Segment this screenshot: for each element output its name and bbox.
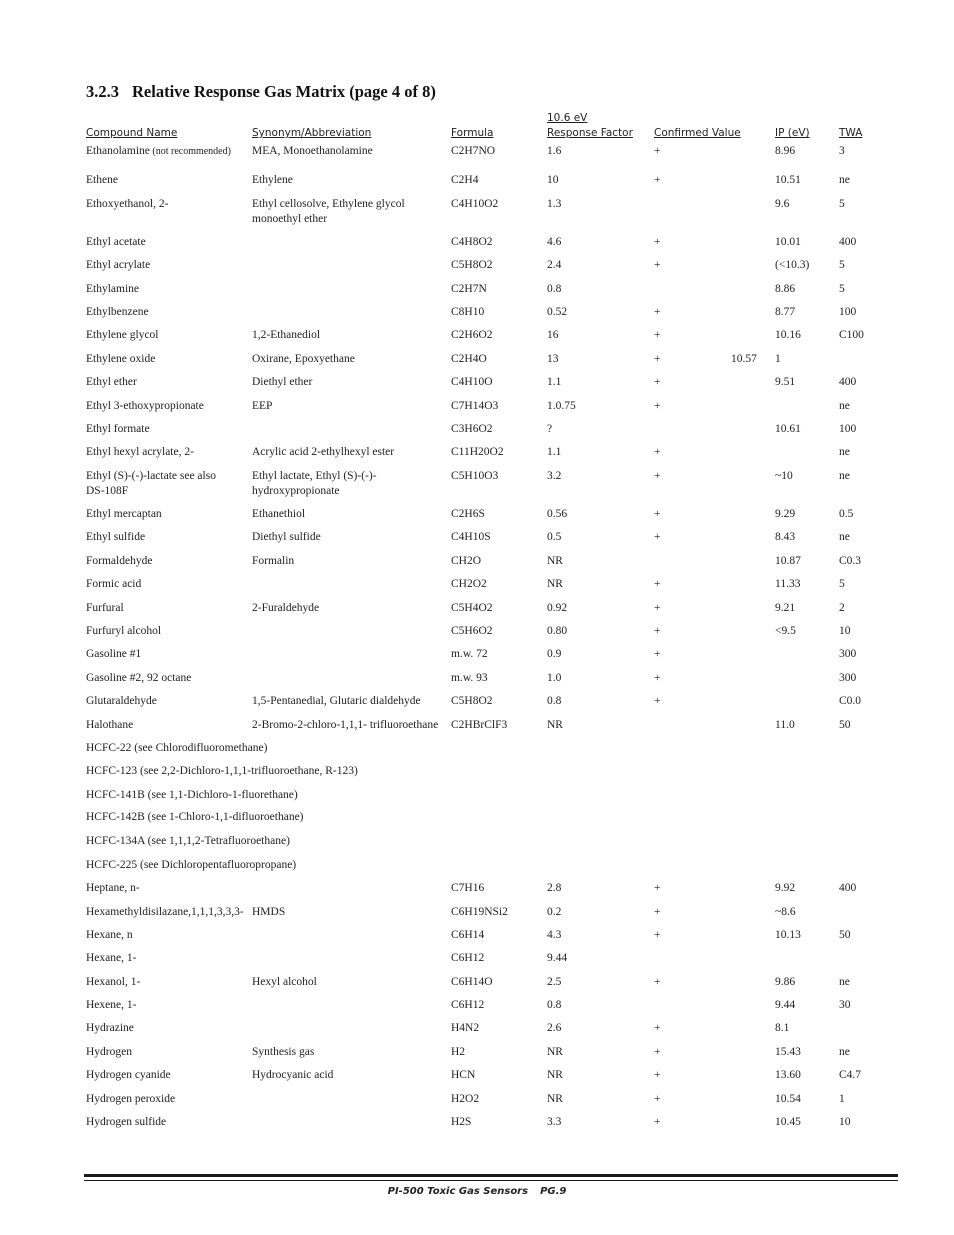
cell-formula: C2H6O2 <box>451 329 493 341</box>
cell-rf: 0.8 <box>547 999 562 1011</box>
cell-formula: C4H10O2 <box>451 198 499 210</box>
cell-twa: ne <box>839 400 850 412</box>
cell-formula: C6H12 <box>451 999 485 1011</box>
cell-compound: Ethylbenzene <box>86 306 149 318</box>
header-twa: TWA <box>839 127 863 139</box>
cell-compound: HCFC-142B (see 1-Chloro-1,1-difluoroethane) <box>86 811 304 823</box>
cell-synonym: Oxirane, Epoxyethane <box>252 353 355 365</box>
cell-ip: 8.86 <box>775 283 796 295</box>
cell-compound: Hydrogen sulfide <box>86 1116 167 1128</box>
header-confirmed-value: Confirmed Value <box>654 127 741 139</box>
cell-twa: 3 <box>839 145 845 157</box>
cell-twa: 5 <box>839 578 845 590</box>
cell-compound: Formaldehyde <box>86 555 153 567</box>
cell-formula: H4N2 <box>451 1022 480 1034</box>
cell-rf: NR <box>547 555 563 567</box>
cell-synonym: 1,2-Ethanediol <box>252 329 321 341</box>
cell-formula: C2H7NO <box>451 145 496 157</box>
cell-confirmed: + <box>654 602 661 614</box>
cell-synonym: EEP <box>252 400 273 412</box>
cell-compound: HCFC-123 (see 2,2-Dichloro-1,1,1-trifluoroethane, R-123) <box>86 765 358 777</box>
cell-formula: C6H12 <box>451 952 485 964</box>
cell-twa: 300 <box>839 648 857 660</box>
cell-synonym: Ethyl lactate, Ethyl (S)-(-)-hydroxypropionate <box>252 470 377 497</box>
cell-synonym: Formalin <box>252 555 295 567</box>
cell-ip: 10.45 <box>775 1116 801 1128</box>
cell-twa: 400 <box>839 376 857 388</box>
cell-confirmed: + <box>654 508 661 520</box>
cell-ip: 10.87 <box>775 555 801 567</box>
cell-ip: 8.1 <box>775 1022 790 1034</box>
cell-formula: C2H4O <box>451 353 487 365</box>
cell-synonym: Acrylic acid 2-ethylhexyl ester <box>252 446 395 458</box>
cell-rf: 0.52 <box>547 306 568 318</box>
cell-formula: C5H10O3 <box>451 470 499 482</box>
cell-compound: Halothane <box>86 719 134 731</box>
cell-synonym: Ethylene <box>252 174 293 186</box>
cell-twa: ne <box>839 446 850 458</box>
cell-compound: Ethyl 3-ethoxypropionate <box>86 400 204 412</box>
cell-compound: HCFC-141B (see 1,1-Dichloro-1-fluorethane) <box>86 789 298 801</box>
cell-ip: 11.33 <box>775 578 801 590</box>
cell-twa: 400 <box>839 236 857 248</box>
cell-synonym: HMDS <box>252 906 286 918</box>
cell-ip: 15.43 <box>775 1046 801 1058</box>
cell-ip: ~10 <box>775 470 793 482</box>
cell-rf: 0.8 <box>547 695 562 707</box>
cell-rf: 0.2 <box>547 906 562 918</box>
cell-rf: 1.0.75 <box>547 400 576 412</box>
cell-ip: 1 <box>775 353 781 365</box>
cell-rf: 0.56 <box>547 508 568 520</box>
cell-confirmed: + <box>654 376 661 388</box>
cell-twa: 50 <box>839 719 851 731</box>
cell-synonym: Diethyl ether <box>252 376 313 388</box>
cell-compound: Hydrazine <box>86 1022 134 1034</box>
cell-compound: Hexanol, 1- <box>86 976 141 988</box>
cell-compound: Heptane, n- <box>86 882 140 894</box>
cell-confirmed: + <box>654 648 661 660</box>
cell-formula: C7H16 <box>451 882 485 894</box>
cell-twa: 100 <box>839 423 857 435</box>
cell-rf: 1.3 <box>547 198 562 210</box>
cell-formula: CH2O2 <box>451 578 487 590</box>
cell-twa: ne <box>839 470 850 482</box>
cell-confirmed: + <box>654 882 661 894</box>
footer-rule-thin <box>84 1180 898 1181</box>
cell-formula: HCN <box>451 1069 476 1081</box>
cell-compound: Gasoline #2, 92 octane <box>86 672 192 684</box>
cell-ip: 9.29 <box>775 508 796 520</box>
cell-compound: Hydrogen cyanide <box>86 1069 171 1081</box>
header-synonym: Synonym/Abbreviation <box>252 127 372 139</box>
cell-ip: (<10.3) <box>775 259 810 271</box>
cell-rf: 4.3 <box>547 929 562 941</box>
cell-ip: 10.01 <box>775 236 801 248</box>
cell-compound: Glutaraldehyde <box>86 695 157 707</box>
header-ip: IP (eV) <box>775 127 810 139</box>
cell-compound: Ethyl sulfide <box>86 531 146 543</box>
cell-compound: Ethylene glycol <box>86 329 159 341</box>
cell-rf: 2.8 <box>547 882 562 894</box>
cell-ip: 9.21 <box>775 602 796 614</box>
cell-formula: C6H14 <box>451 929 485 941</box>
cell-compound: Gasoline #1 <box>86 648 142 660</box>
cell-formula: H2S <box>451 1116 472 1128</box>
cell-synonym: Ethanethiol <box>252 508 306 520</box>
cell-confirmed: + <box>654 446 661 458</box>
cell-rf: 3.3 <box>547 1116 562 1128</box>
cell-rf: 1.0 <box>547 672 562 684</box>
cell-rf: 16 <box>547 329 559 341</box>
cell-ip: 8.77 <box>775 306 796 318</box>
cell-rf: 2.4 <box>547 259 562 271</box>
section-title-text: Relative Response Gas Matrix (page 4 of 8) <box>132 82 436 101</box>
cell-compound: Ethyl acrylate <box>86 259 151 271</box>
cell-compound: Ethyl ether <box>86 376 137 388</box>
cell-compound: Hydrogen peroxide <box>86 1093 176 1105</box>
cell-rf: 0.92 <box>547 602 568 614</box>
cell-confirmed: + <box>654 306 661 318</box>
cell-confirmed: + <box>654 1116 661 1128</box>
cell-ip: 13.60 <box>775 1069 801 1081</box>
cell-ip: 9.92 <box>775 882 796 894</box>
cell-rf: 1.1 <box>547 376 562 388</box>
cell-formula: H2 <box>451 1046 466 1058</box>
cell-twa: ne <box>839 1046 850 1058</box>
cell-confirmed: + <box>654 1022 661 1034</box>
cell-compound: HCFC-225 (see Dichloropentafluoropropane) <box>86 859 297 871</box>
cell-formula: C8H10 <box>451 306 485 318</box>
cell-confirmed: + <box>654 695 661 707</box>
cell-confirmed: + <box>654 578 661 590</box>
cell-confirmed: + <box>654 906 661 918</box>
cell-formula: C3H6O2 <box>451 423 493 435</box>
header-formula: Formula <box>451 127 494 139</box>
cell-rf: 3.2 <box>547 470 562 482</box>
cell-twa: 1 <box>839 1093 845 1105</box>
cell-ip: ~8.6 <box>775 906 796 918</box>
cell-ip: 8.96 <box>775 145 796 157</box>
cell-confirmed: + <box>654 1093 661 1105</box>
compound-note: (not recommended) <box>149 146 231 157</box>
cell-synonym: Synthesis gas <box>252 1046 315 1058</box>
cell-rf: 2.6 <box>547 1022 562 1034</box>
cell-formula: C11H20O2 <box>451 446 504 458</box>
cell-compound: Furfuryl alcohol <box>86 625 162 637</box>
header-ev: 10.6 eV <box>547 112 588 124</box>
compound-name: Ethanolamine <box>86 145 150 157</box>
cell-ip: 10.54 <box>775 1093 801 1105</box>
cell-rf: 0.8 <box>547 283 562 295</box>
section-title <box>86 82 436 102</box>
cell-formula: H2O2 <box>451 1093 480 1105</box>
cell-formula: C4H10S <box>451 531 491 543</box>
cell-twa: 5 <box>839 198 845 210</box>
cell-formula: C4H10O <box>451 376 493 388</box>
cell-compound: Hexane, n <box>86 929 133 941</box>
cell-twa: C0.3 <box>839 555 862 567</box>
cell-formula: C5H6O2 <box>451 625 493 637</box>
cell-rf: NR <box>547 719 563 731</box>
cell-compound: HCFC-22 (see Chlorodifluoromethane) <box>86 742 268 754</box>
cell-synonym: Diethyl sulfide <box>252 531 321 543</box>
cell-rf: NR <box>547 1093 563 1105</box>
cell-ip: 10.51 <box>775 174 801 186</box>
cell-compound: Ethoxyethanol, 2- <box>86 198 169 210</box>
cell-synonym: 2-Furaldehyde <box>252 602 320 614</box>
cell-rf: NR <box>547 578 563 590</box>
cell-rf: NR <box>547 1046 563 1058</box>
cell-confirmed: + <box>654 145 661 157</box>
cell-synonym: 1,5-Pentanedial, Glutaric dialdehyde <box>252 695 421 707</box>
cell-formula: C5H8O2 <box>451 259 493 271</box>
cell-twa: 300 <box>839 672 857 684</box>
cell-ip: <9.5 <box>775 625 796 637</box>
cell-twa: 0.5 <box>839 508 854 520</box>
cell-twa: 10 <box>839 1116 851 1128</box>
cell-formula: C4H8O2 <box>451 236 493 248</box>
cell-ip: 10.16 <box>775 329 801 341</box>
header-response-factor: Response Factor <box>547 127 633 139</box>
cell-rf: 0.80 <box>547 625 568 637</box>
cell-twa: 10 <box>839 625 851 637</box>
cell-twa: 5 <box>839 259 845 271</box>
cell-compound: Ethyl mercaptan <box>86 508 162 520</box>
cell-compound: Formic acid <box>86 578 142 590</box>
cell-formula: m.w. 72 <box>451 648 488 660</box>
cell-compound: Ethyl acetate <box>86 236 146 248</box>
page-footer <box>0 1186 954 1197</box>
cell-confirmed: + <box>654 174 661 186</box>
cell-synonym: Hexyl alcohol <box>252 976 317 988</box>
cell-ip: 9.86 <box>775 976 796 988</box>
cell-twa: 2 <box>839 602 845 614</box>
cell-rf: 13 <box>547 353 559 365</box>
cell-rf: ? <box>547 423 553 435</box>
cell-confirmed: + <box>654 531 661 543</box>
cell-twa: C4.7 <box>839 1069 862 1081</box>
cell-twa: ne <box>839 531 850 543</box>
cell-confirmed: + <box>654 400 661 412</box>
cell-compound: Ethene <box>86 174 118 186</box>
cell-compound: HCFC-134A (see 1,1,1,2-Tetrafluoroethane) <box>86 835 290 847</box>
cell-confirmed: + <box>654 329 661 341</box>
cell-compound: Hexamethyldisilazane,1,1,1,3,3,3- <box>86 906 244 918</box>
cell-confirmed: + <box>654 976 661 988</box>
cell-ip: 8.43 <box>775 531 796 543</box>
cell-compound <box>86 144 231 159</box>
cell-rf: 4.6 <box>547 236 562 248</box>
cell-ip: 10.13 <box>775 929 801 941</box>
footer-product: PI-500 Toxic Gas Sensors <box>387 1186 529 1197</box>
cell-compound: Furfural <box>86 602 124 614</box>
cell-synonym: Hydrocyanic acid <box>252 1069 334 1081</box>
cell-confirmed: + <box>654 236 661 248</box>
cell-formula: C6H14O <box>451 976 493 988</box>
cell-ip: 9.51 <box>775 376 796 388</box>
cell-rf: 0.9 <box>547 648 562 660</box>
cell-twa: 30 <box>839 999 851 1011</box>
cell-compound: Hexene, 1- <box>86 999 137 1011</box>
header-compound: Compound Name <box>86 127 178 139</box>
cell-rf: 0.5 <box>547 531 562 543</box>
cell-ip: 9.44 <box>775 999 796 1011</box>
cell-formula: C7H14O3 <box>451 400 499 412</box>
cell-formula: C5H8O2 <box>451 695 493 707</box>
cell-rf: 1.1 <box>547 446 562 458</box>
cell-rf: 10 <box>547 174 559 186</box>
cell-formula: C5H4O2 <box>451 602 493 614</box>
cell-rf: NR <box>547 1069 563 1081</box>
cell-rf: 1.6 <box>547 145 562 157</box>
cell-twa: 400 <box>839 882 857 894</box>
cell-twa: C100 <box>839 329 864 341</box>
cell-ip: 11.0 <box>775 719 795 731</box>
cell-compound: Ethyl (S)-(-)-lactate see also DS-108F <box>86 470 216 497</box>
cell-compound: Ethylene oxide <box>86 353 156 365</box>
footer-rule-thick <box>84 1174 898 1177</box>
cell-twa: C0.0 <box>839 695 862 707</box>
cell-compound: Hydrogen <box>86 1046 132 1058</box>
cell-rf: 2.5 <box>547 976 562 988</box>
cell-confirmed: + <box>654 1069 661 1081</box>
cell-compound: Hexane, 1- <box>86 952 137 964</box>
cell-confirmed: + <box>654 259 661 271</box>
cell-synonym: Ethyl cellosolve, Ethylene glycol monoethyl ether <box>252 198 405 225</box>
cell-compound: Ethyl formate <box>86 423 150 435</box>
cell-twa: ne <box>839 976 850 988</box>
cell-compound: Ethylamine <box>86 283 140 295</box>
cell-formula: C2H6S <box>451 508 485 520</box>
cell-confirmed: + <box>654 1046 661 1058</box>
cell-synonym: MEA, Monoethanolamine <box>252 145 373 157</box>
cell-confirmed: + <box>654 353 661 365</box>
cell-compound: Ethyl hexyl acrylate, 2- <box>86 446 194 458</box>
cell-twa: 100 <box>839 306 857 318</box>
cell-formula: C2HBrClF3 <box>451 719 508 731</box>
cell-confirmed: + <box>654 929 661 941</box>
cell-formula: C2H4 <box>451 174 479 186</box>
cell-confirmed: + <box>654 625 661 637</box>
cell-confirmed: + <box>654 672 661 684</box>
cell-twa: ne <box>839 174 850 186</box>
cell-ip: 9.6 <box>775 198 790 210</box>
cell-synonym: 2-Bromo-2-chloro-1,1,1- trifluoroethane <box>252 719 439 731</box>
cell-rf: 9.44 <box>547 952 568 964</box>
cell-formula: C6H19NSi2 <box>451 906 508 918</box>
cell-confirmed: + <box>654 470 661 482</box>
cell-extra: 10.57 <box>731 353 757 365</box>
footer-page: PG.9 <box>540 1186 567 1197</box>
cell-formula: CH2O <box>451 555 482 567</box>
cell-formula: m.w. 93 <box>451 672 488 684</box>
cell-twa: 50 <box>839 929 851 941</box>
cell-twa: 5 <box>839 283 845 295</box>
cell-ip: 10.61 <box>775 423 801 435</box>
cell-formula: C2H7N <box>451 283 487 295</box>
section-number: 3.2.3 <box>86 82 119 101</box>
